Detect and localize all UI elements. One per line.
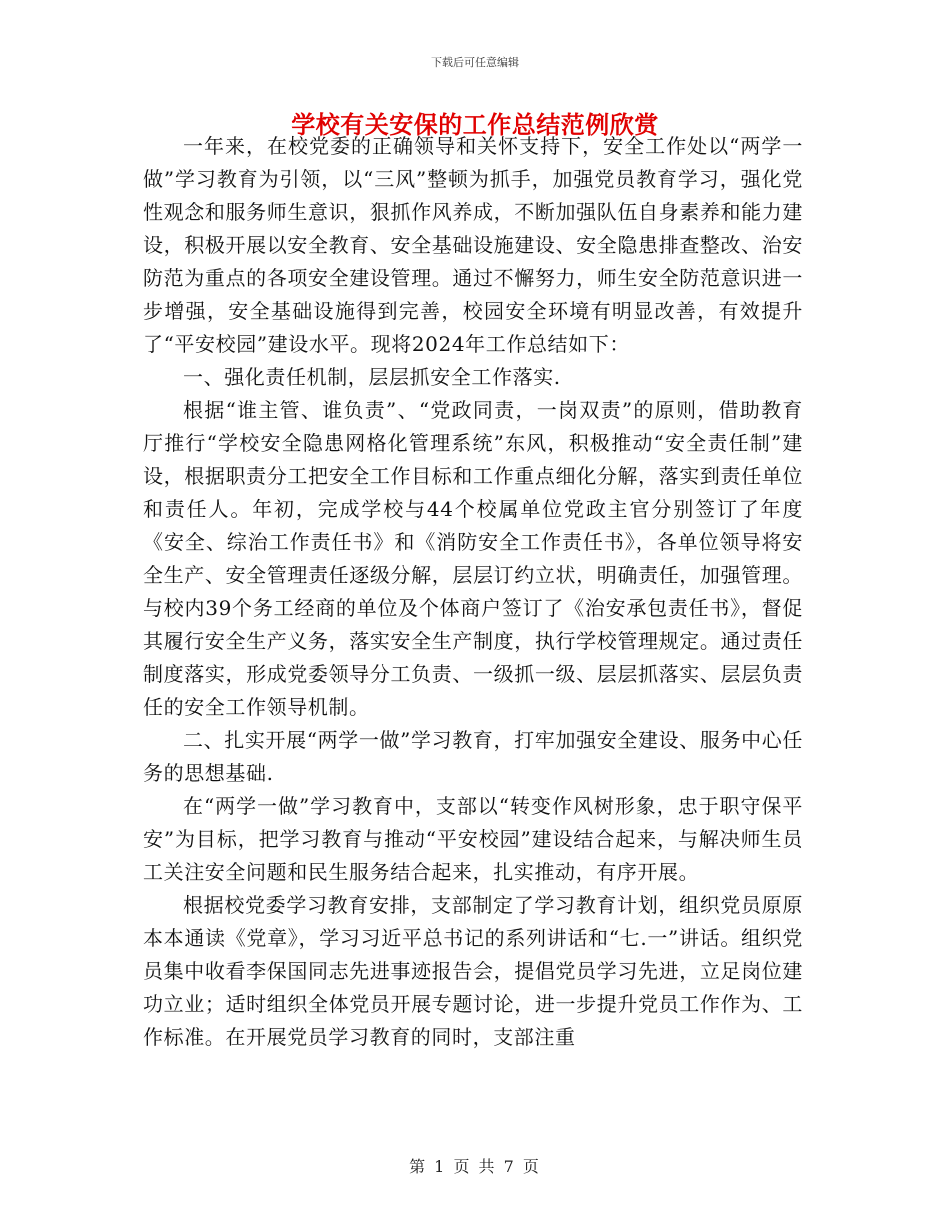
header-note: 下载后可任意编辑: [431, 56, 519, 69]
document-body: [143, 130, 803, 1054]
paragraph-responsibility: 根据“谁主管、谁负责”、“党政同责，一岗双责”的原则，借助教育厅推行“学校安全隐患网格化管理系统”东风，积极推动“安全责任制”建设，根据职责分工把安全工作目标和工作重点细化分解，落实到责任单位和责任人。年初，完成学校与44个校属单位党政主官分别签订了年度《安全、综治工作责任书》和《消防安全工作责任书》，各单位领导将安全生产、安全管理责任逐级分解，层层订约立状，明确责任，加强管理。与校内39个务工经商的单位及个体商户签订了《治安承包责任书》，督促其履行安全生产义务，落实安全生产制度，执行学校管理规定。通过责任制度落实，形成党委领导分工负责、一级抓一级、层层抓落实、层层负责任的安全工作领导机制。: [143, 398, 803, 719]
section-heading-2: 二、扎实开展“两学一做”学习教育，打牢加强安全建设、服务中心任务的思想基础.: [143, 728, 803, 785]
document-title: 学校有关安保的工作总结范例欣赏: [291, 110, 659, 139]
paragraph-study-plan: 根据校党委学习教育安排，支部制定了学习教育计划，组织党员原原本本通读《党章》，学习习近平总书记的系列讲话和“七.一”讲话。组织党员集中收看李保国同志先进事迹报告会，提倡党员学习先进，立足岗位建功立业；适时组织全体党员开展专题讨论，进一步提升党员工作作为、工作标准。在开展党员学习教育的同时，支部注重: [143, 893, 803, 1049]
section-heading-1: 一、强化责任机制，层层抓安全工作落实.: [183, 365, 561, 389]
paragraph-intro: 一年来，在校党委的正确领导和关怀支持下，安全工作处以“两学一做”学习教育为引领，以“三风”整顿为抓手，加强党员教育学习，强化党性观念和服务师生意识，狠抓作风养成，不断加强队伍自身素养和能力建设，积极开展以安全教育、安全基础设施建设、安全隐患排查整改、治安防范为重点的各项安全建设管理。通过不懈努力，师生安全防范意识进一步增强，安全基础设施得到完善，校园安全环境有明显改善，有效提升了“平安校园”建设水平。现将2024年工作总结如下：: [143, 134, 803, 356]
paragraph-study-education: 在“两学一做”学习教育中，支部以“转变作风树形象，忠于职守保平安”为目标，把学习教育与推动“平安校园”建设结合起来，与解决师生员工关注安全问题和民生服务结合起来，扎实推动，有序开展。: [143, 794, 803, 884]
page-number: 第 1 页 共 7 页: [409, 1157, 541, 1176]
